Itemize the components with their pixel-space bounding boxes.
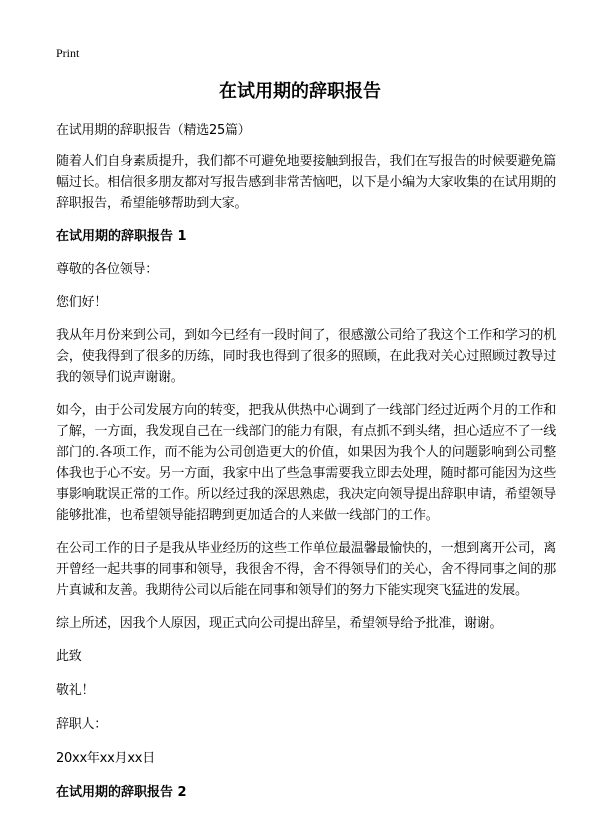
closing-line-2: 敬礼！ xyxy=(56,683,95,698)
salutation: 尊敬的各位领导： xyxy=(56,262,159,277)
body-paragraph: 我从年月份来到公司，到如今已经有一段时间了，很感激公司给了我这个工作和学习的机会，使我得到了很多的历练，同时我也得到了很多的照顾，在此我对关心过照顾过教导过我的领导们说声谢谢。 xyxy=(56,328,556,385)
body-paragraph: 如今，由于公司发展方向的转变，把我从供热中心调到了一线部门经过近两个月的工作和了解，一方面，我发现自己在一线部门的能力有限，有点抓不到头绪，担心适应不了一线部门的.各项工作，而不能为公司创造更大的价值，如果因为我个人的问题影响到公司整体我也于心不安。另一方面，我家中出了些急事需要我立即去处理，随时都可能因为这些事影响耽误正常的工作。所以经过我的深思熟虑，我决定向领导提出辞职申请，希望领导能够批准，也希望领导能招聘到更加适合的人来做一线部门的工作。 xyxy=(56,403,556,523)
article-subtitle: 在试用期的辞职报告（精选25篇） xyxy=(56,123,251,138)
signature-line: 辞职人： xyxy=(56,717,108,732)
page-title: 在试用期的辞职报告 xyxy=(219,81,381,102)
intro-paragraph: 随着人们自身素质提升，我们都不可避免地要接触到报告，我们在写报告的时候要避免篇幅过长。相信很多朋友都对写报告感到非常苦恼吧，以下是小编为大家收集的在试用期的辞职报告，希望能够帮助到大家。 xyxy=(56,154,556,211)
date-line: 20xx年xx月xx日 xyxy=(56,751,155,766)
section-heading-1: 在试用期的辞职报告 1 xyxy=(56,229,187,244)
section-heading-2: 在试用期的辞职报告 2 xyxy=(56,785,187,800)
greeting: 您们好！ xyxy=(56,295,108,310)
article-body xyxy=(56,120,556,815)
body-paragraph: 在公司工作的日子是我从毕业经历的这些工作单位最温馨最愉快的，一想到离开公司，离开曾经一起共事的同事和领导，我很舍不得，舍不得领导们的关心，舍不得同事之间的那片真诚和友善。我期待公司以后能在同事和领导们的努力下能实现突飞猛进的发展。 xyxy=(56,541,556,598)
body-paragraph: 综上所述，因我个人原因，现正式向公司提出辞呈，希望领导给予批准，谢谢。 xyxy=(56,616,503,631)
print-link[interactable]: Print xyxy=(56,46,80,60)
closing-line-1: 此致 xyxy=(56,649,82,664)
